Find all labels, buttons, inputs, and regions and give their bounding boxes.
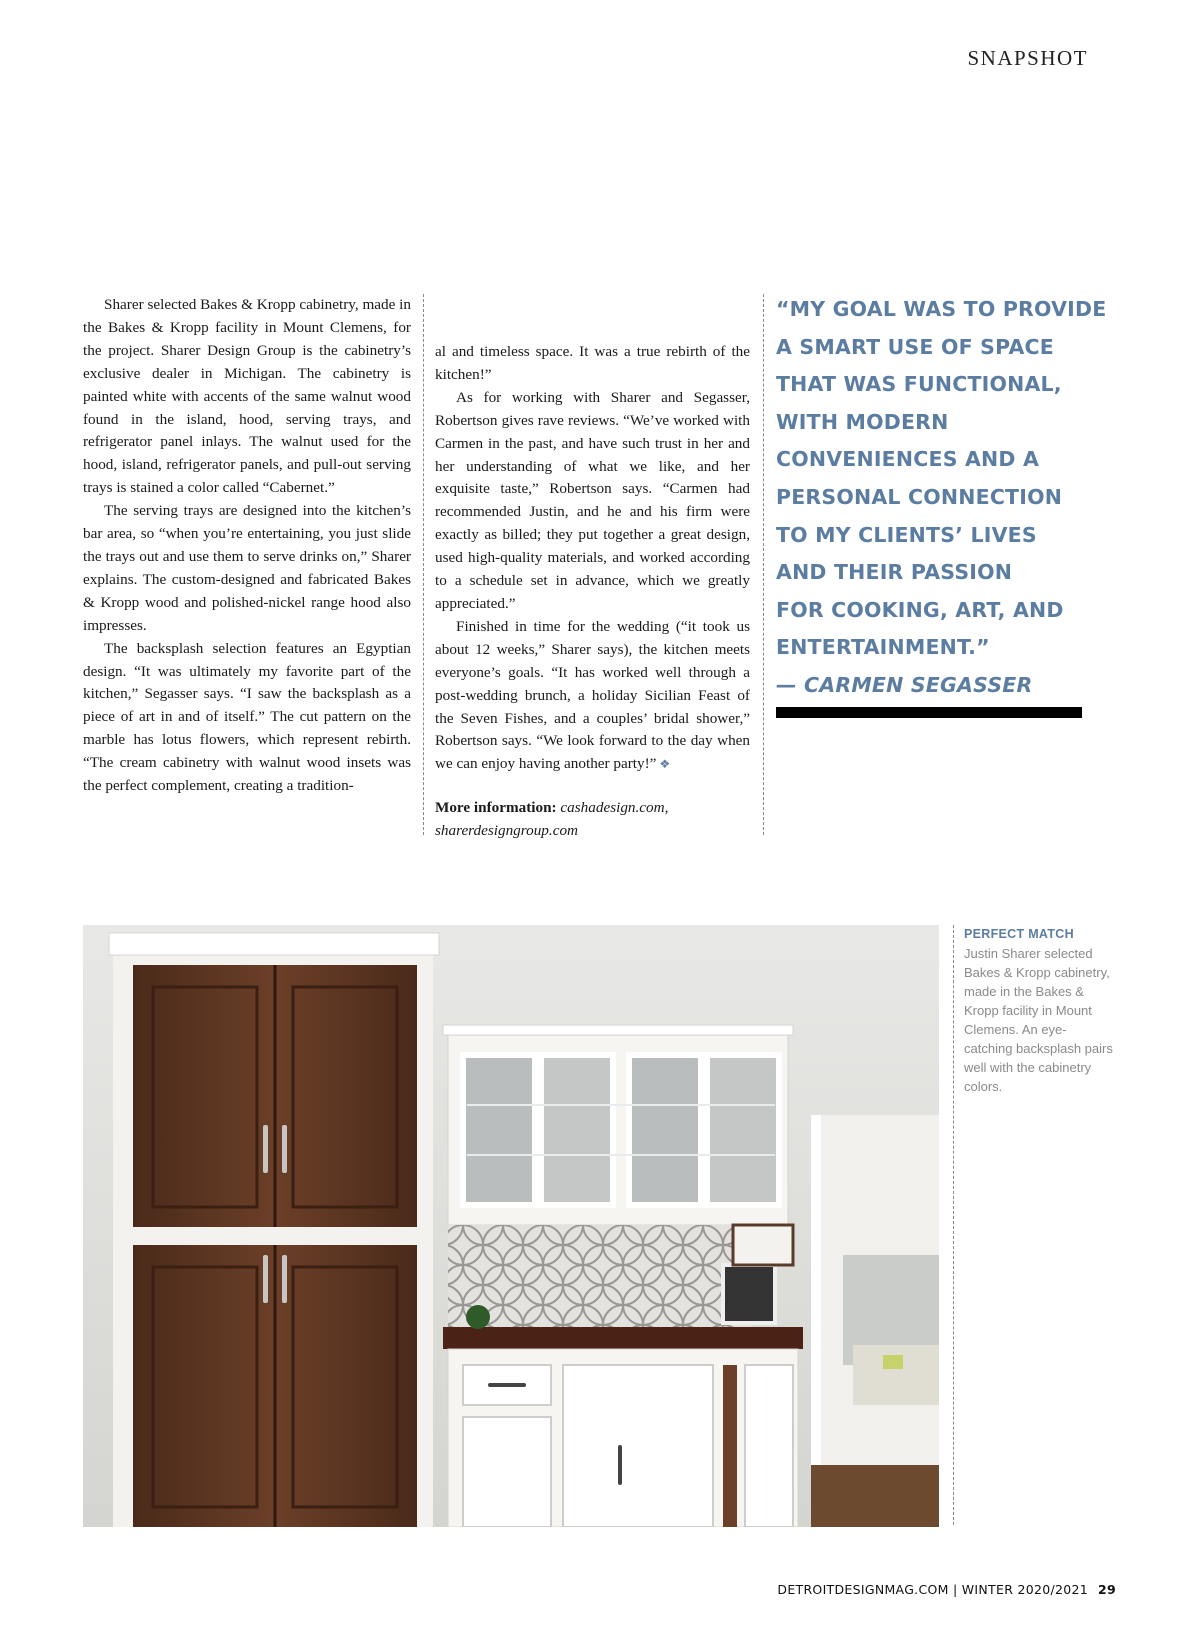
pull-quote-line: “MY GOAL WAS TO PROVIDE [776,297,1107,321]
pull-quote-line: AND THEIR PASSION [776,560,1013,585]
kitchen-photo [83,925,939,1527]
paragraph: al and timeless space. It was a true rebirth of the kitchen!” [435,343,750,383]
paragraph [435,616,750,776]
column-divider [423,294,424,835]
column-divider [763,294,764,835]
pull-quote-line: TO MY CLIENTS’ LIVES [776,522,1037,547]
pull-quote-line: A SMART USE OF SPACE [776,334,1054,359]
photo-caption [964,925,1114,1096]
section-label: SNAPSHOT [967,46,1088,70]
caption-divider [953,925,954,1525]
caption-title: PERFECT MATCH [964,927,1074,941]
pull-quote-line: WITH MODERN [776,409,949,434]
page-number: 29 [1098,1582,1116,1597]
pull-quote-rule [776,707,1082,718]
more-info-links: cashadesign.com, sharerdesigngroup.com [435,799,669,840]
pull-quote-line: ENTERTAINMENT.” [776,635,990,660]
paragraph: The serving trays are designed into the kitchen’s bar area, so “when you’re entertaining, you just slide the trays out and use them to serve drinks on,” Sharer explains. The custom-designed and fabricated Bakes & Kropp wood and polished-nickel range hood also impresses. [83,502,411,634]
pull-quote-line: THAT WAS FUNCTIONAL, [776,372,1062,397]
paragraph-text: Finished in time for the wedding (“it took us about 12 weeks,” Sharer says), the kitchen meets everyone’s goals. “It has worked well through a post-wedding brunch, a holiday Sicilian Feast of the Seven Fishes, and a couples’ bridal shower,” Robertson says. “We look forward to the day when we can enjoy having another party!” [435,617,750,773]
paragraph: The backsplash selection features an Egyptian design. “It was ultimately my favorite part of the kitchen,” Segasser says. “I saw the backsplash as a piece of art in and of itself.” The cut pattern on the marble has lotus flowers, which represent rebirth. “The cream cabinetry with walnut wood insets was the perfect complement, creating a tradition- [83,639,411,795]
page-footer [777,1582,1116,1597]
pull-quote-line: FOR COOKING, ART, AND [776,597,1064,622]
pull-quote-line: CONVENIENCES AND A [776,447,1040,472]
article-column-1 [83,294,411,798]
more-information [435,797,750,843]
pull-quote-attribution: — CARMEN SEGASSER [776,672,1033,697]
footer-site-issue: DETROITDESIGNMAG.COM | WINTER 2020/2021 [777,1582,1088,1597]
pull-quote [776,291,1116,705]
caption-text: Justin Sharer selected Bakes & Kropp cabinetry, made in the Bakes & Kropp facility in Mount Clemens. An eye-catching backsplash pairs well with the cabinetry colors. [964,946,1113,1094]
article-column-2 [435,341,750,843]
pull-quote-line: PERSONAL CONNECTION [776,484,1063,509]
paragraph: Sharer selected Bakes & Kropp cabinetry, made in the Bakes & Kropp facility in Mount Clemens, for the project. Sharer Design Group is the cabinetry’s exclusive dealer in Michigan. The cabinetry is painted white with accents of the same walnut wood found in the island, hood, serving trays, and refrigerator panel inlays. The walnut used for the hood, island, refrigerator panels, and pull-out serving trays is stained a color called “Cabernet.” [83,296,411,497]
more-info-label: More information: [435,799,557,817]
end-mark-icon: ❖ [659,757,671,772]
paragraph: As for working with Sharer and Segasser, Robertson gives rave reviews. “We’ve worked with Carmen in the past, and have such trust in her and her understanding of what we like, and her exquisite taste,” Robertson says. “Carmen had recommended Justin, and he and his firm were exactly as billed; they put together a great design, used high-quality materials, and worked according to a schedule set in advance, which we greatly appreciated.” [435,388,750,612]
